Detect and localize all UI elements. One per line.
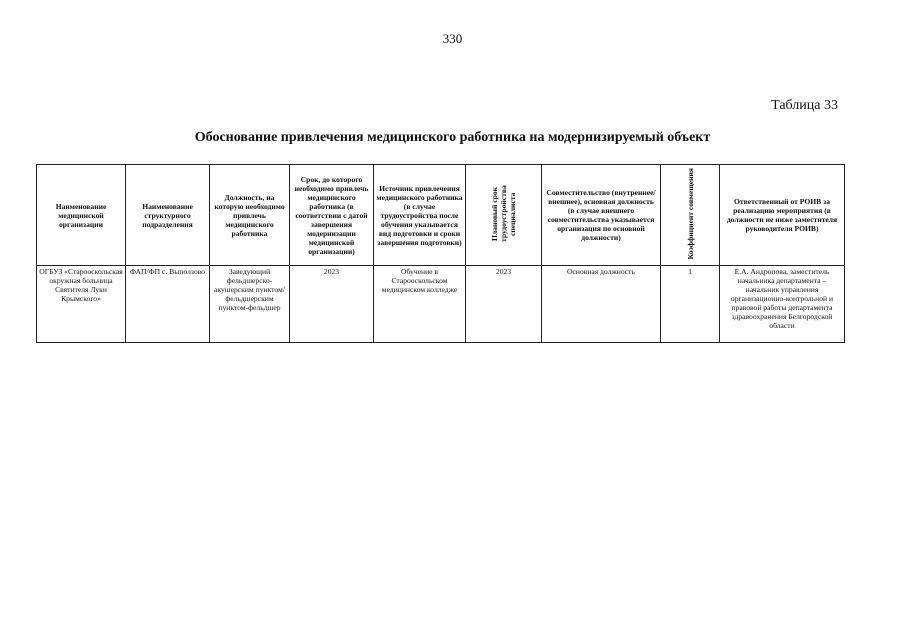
- cell-subdivision: ФАП/ФП с. Выползово: [126, 266, 210, 343]
- cell-responsible: Е.А. Андропова, заместитель начальника департамента – начальник управления организационно-контрольной и правовой работы департамента здравоохранения Белгородской области: [720, 266, 845, 343]
- header-source: Источник привлечения медицинского работника (в случае трудоустройства после обучения указывается вид подготовки и сроки завершения подготовки): [374, 165, 466, 266]
- cell-deadline: 2023: [290, 266, 374, 343]
- page-number: 330: [442, 31, 463, 46]
- cell-source: Обучение в Старооскольском медицинском колледже: [374, 266, 466, 343]
- cell-employment-date: 2023: [466, 266, 542, 343]
- cell-position: Заведующий фельдшерско-акушерским пунктом/фельдшерским пунктом-фельдшер: [210, 266, 290, 343]
- cell-coefficient: 1: [661, 266, 720, 343]
- cell-organization: ОГБУЗ «Старооскольская окружная больница Святителя Луки Крымского»: [37, 266, 126, 343]
- table-label: Таблица 33: [771, 98, 838, 113]
- cell-combination: Основная должность: [542, 266, 661, 343]
- header-responsible: Ответственный от РОИВ за реализацию мероприятия (в должности не ниже заместителя руководителя РОИВ): [720, 165, 845, 266]
- document-title: Обоснование привлечения медицинского работника на модернизируемый объект: [194, 130, 711, 145]
- header-combination: Совместительство (внутреннее/ внешнее), основная должность (в случае внешнего совместительства указывается организация по основной должности): [542, 165, 661, 266]
- table-row: [37, 266, 845, 343]
- header-deadline: Срок, до которого необходимо привлечь медицинского работника (в соответствии с датой завершения модернизации медицинской организации): [290, 165, 374, 266]
- header-subdivision: Наименование структурного подразделения: [126, 165, 210, 266]
- justification-table: [36, 164, 845, 343]
- header-organization: Наименование медицинской организации: [37, 165, 126, 266]
- header-coefficient: Коэффициент совмещения: [661, 165, 720, 266]
- header-employment-date: Плановый срок трудоустройства специалиста: [466, 165, 542, 266]
- header-position: Должность, на которую необходимо привлечь медицинского работника: [210, 165, 290, 266]
- table-header-row: [37, 165, 845, 266]
